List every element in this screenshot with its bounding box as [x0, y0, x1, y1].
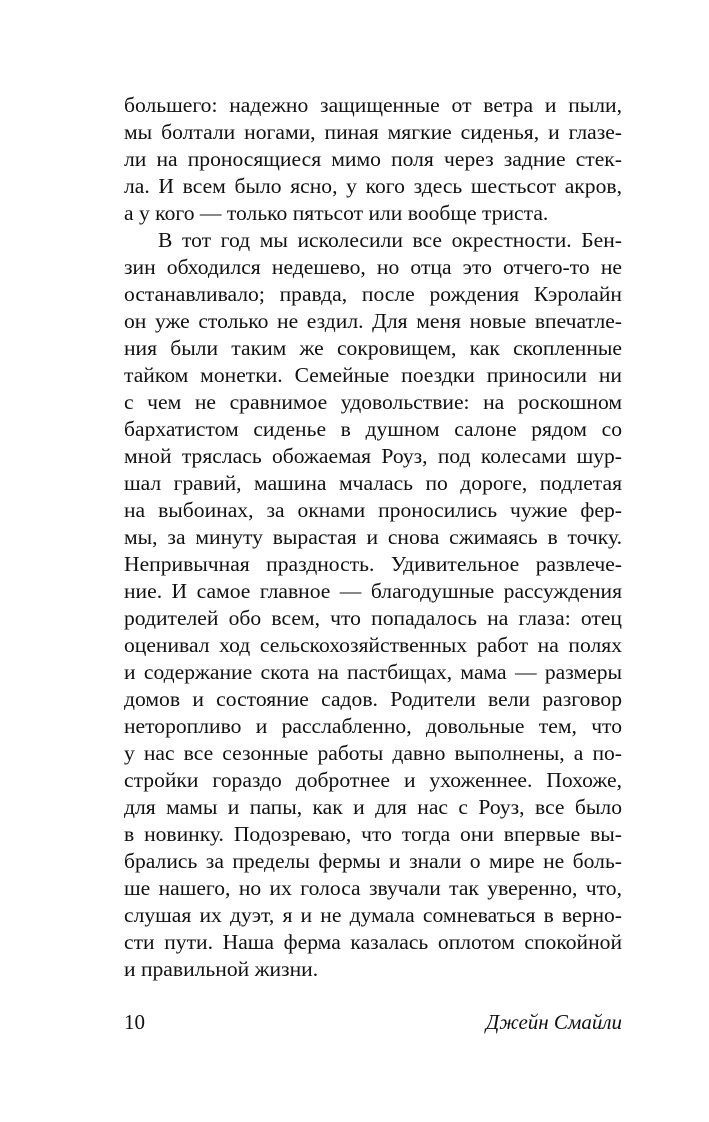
text-line: в новинку. Подозреваю, что тогда они впервые вы-: [124, 822, 622, 846]
text-line: зин обходился недешево, но отца это отчего-то не: [124, 255, 622, 279]
text-line: ния были таким же сокровищем, как скопленные: [124, 336, 622, 360]
text-line: на выбоинах, за окнами проносились чужие фер-: [124, 498, 622, 522]
text-line-paragraph-start: В тот год мы исколесили все окрестности. Бен-: [158, 228, 622, 252]
text-line: и содержание скота на пастбищах, мама — размеры: [124, 660, 622, 684]
text-line: слушая их дуэт, я и не думала сомневаться в верно-: [124, 903, 622, 927]
text-line: ше нашего, но их голоса звучали так уверенно, что,: [124, 876, 622, 900]
text-line: для мамы и папы, как и для нас с Роуз, все было: [124, 795, 622, 819]
page-number: 10: [124, 1010, 145, 1034]
text-line: он уже столько не ездил. Для меня новые впечатле-: [124, 309, 622, 333]
text-line: шал гравий, машина мчалась по дороге, подлетая: [124, 471, 622, 495]
text-line: останавливало; правда, после рождения Кэролайн: [124, 282, 622, 306]
text-line: большего: надежно защищенные от ветра и пыли,: [124, 93, 622, 117]
text-line: домов и состояние садов. Родители вели разговор: [124, 687, 622, 711]
text-line: и правильной жизни.: [124, 957, 319, 981]
text-line: родителей обо всем, что попадалось на глаза: отец: [124, 606, 622, 630]
text-line: с чем не сравнимое удовольствие: на роскошном: [124, 390, 622, 414]
text-line: мы болтали ногами, пиная мягкие сиденья, и глазе-: [124, 120, 622, 144]
text-line: мной тряслась обожаемая Роуз, под колесами шур-: [124, 444, 622, 468]
running-footer-author: Джейн Смайли: [485, 1010, 622, 1034]
text-line: сти пути. Наша ферма казалась оплотом спокойной: [124, 930, 622, 954]
text-line: оценивал ход сельскохозяйственных работ на полях: [124, 633, 622, 657]
text-line: мы, за минуту вырастая и снова сжимаясь в точку.: [124, 525, 622, 549]
text-line: у нас все сезонные работы давно выполнены, а по-: [124, 741, 622, 765]
text-line: тайком монетки. Семейные поездки приносили ни: [124, 363, 622, 387]
text-line: брались за пределы фермы и знали о мире не боль-: [124, 849, 622, 873]
page-footer: [124, 1007, 622, 1037]
text-line: неторопливо и расслабленно, довольные тем, что: [124, 714, 622, 738]
text-line: а у кого — только пятьсот или вообще триста.: [124, 201, 549, 225]
text-line: стройки гораздо добротнее и ухоженнее. Похоже,: [124, 768, 622, 792]
text-line: ла. И всем было ясно, у кого здесь шестьсот акров,: [124, 174, 622, 198]
text-line: Непривычная праздность. Удивительное развлече-: [124, 552, 622, 576]
text-line: ли на проносящиеся мимо поля через задние стек-: [124, 147, 622, 171]
text-line: бархатистом сиденье в душном салоне рядом со: [124, 417, 622, 441]
body-text: [124, 92, 622, 983]
text-line: ние. И самое главное — благодушные рассуждения: [124, 579, 622, 603]
